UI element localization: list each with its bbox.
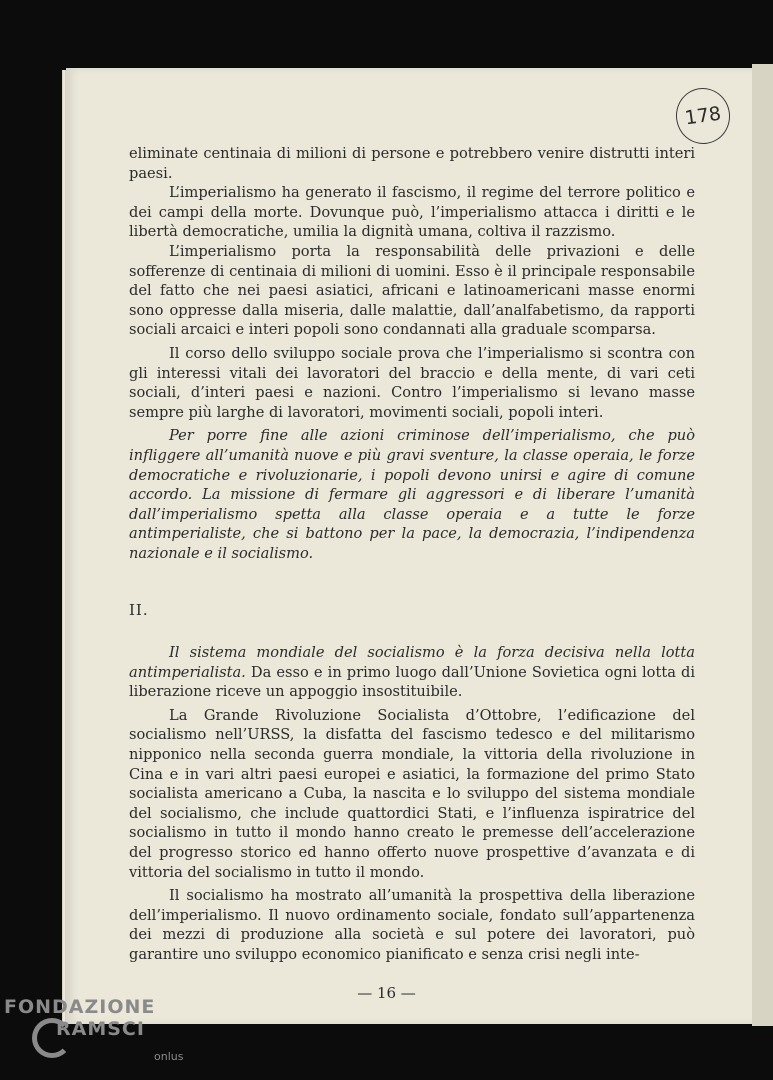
body-text xyxy=(129,144,695,965)
watermark-onlus: onlus xyxy=(154,1050,184,1063)
section-lead-rest: Da esso e in primo luogo dall’Unione Sovietica ogni lotta di liberazione riceve un appoggio insostituibile. xyxy=(129,663,695,701)
section-lead-italic: Il sistema mondiale del socialismo è la forza decisiva nella lotta antimperialista. xyxy=(129,644,695,681)
paragraph: eliminate centinaia di milioni di persone e potrebbero venire distrutti interi paesi. xyxy=(129,145,695,182)
paragraph: L’imperialismo porta la responsabilità delle privazioni e delle sofferenze di centinaia di milioni di uomini. Esso è il principale responsabile del fatto che nei paesi asiatici, africani e latinoamericani masse enormi sono oppresse dalla miseria, dalle malattie, dall’analfabetismo, da rapporti sociali arcaici e interi popoli sono condannati alla graduale scomparsa. xyxy=(129,242,695,339)
stamp-number: 178 xyxy=(683,102,723,130)
paragraph: La Grande Rivoluzione Socialista d’Ottobre, l’edificazione del socialismo nell’URSS, la disfatta del fascismo tedesco e del militarismo nipponico nella seconda guerra mondiale, la vittoria della rivoluzione in Cina e in vari altri paesi europei e asiatici, la formazione del primo Stato socialista americano a Cuba, la nascita e lo sviluppo del sistema mondiale del socialismo, che include quattordici Stati, e l’influenza ispiratrice del socialismo in tutto il mondo hanno creato le premesse dell’accelerazione del progresso storico ed hanno offerto nuove prospettive d’avanzata e di vittoria del socialismo in tutto il mondo. xyxy=(129,706,695,881)
section-heading: II. xyxy=(129,601,149,620)
paragraph: Il socialismo ha mostrato all’umanità la prospettiva della liberazione dell’imperialismo. Il nuovo ordinamento sociale, fondato sull’appartenenza dei mezzi di produzione alla società e sul potere dei lavoratori, può garantire uno sviluppo economico pianificato e senza crisi negli inte- xyxy=(129,887,695,963)
italic-paragraph: Per porre fine alle azioni criminose dell’imperialismo, che può infliggere all’umanità nuove e più gravi sventure, la classe operaia, le forze democratiche e rivoluzionarie, i popoli devono unirsi e agire di comune accordo. La missione di fermare gli aggressori e di liberare l’umanità dall’imperialismo spetta alla classe operaia e a tutte le forze antimperialiste, che si battono per la pace, la democrazia, l’indipendenza nazionale e il socialismo. xyxy=(129,427,695,562)
page-number: — 16 — xyxy=(357,984,416,1002)
watermark-logo xyxy=(4,996,194,1076)
paragraph: Il corso dello sviluppo sociale prova che l’imperialismo si scontra con gli interessi vitali dei lavoratori del braccio e della mente, di vari ceti sociali, d’interi paesi e nazioni. Contro l’imperialismo si levano masse sempre più larghe di lavoratori, movimenti sociali, popoli interi. xyxy=(129,344,695,421)
section-lead xyxy=(129,643,695,702)
book-spine xyxy=(752,64,773,1026)
paragraph: L’imperialismo ha generato il fascismo, il regime del terrore politico e dei campi della morte. Dovunque può, l’imperialismo attacca i diritti e le libertà democratiche, umilia la dignità umana, coltiva il razzismo. xyxy=(129,184,695,241)
watermark-line2: RAMSCI xyxy=(56,1018,145,1040)
watermark-line1: FONDAZIONE xyxy=(4,996,156,1018)
